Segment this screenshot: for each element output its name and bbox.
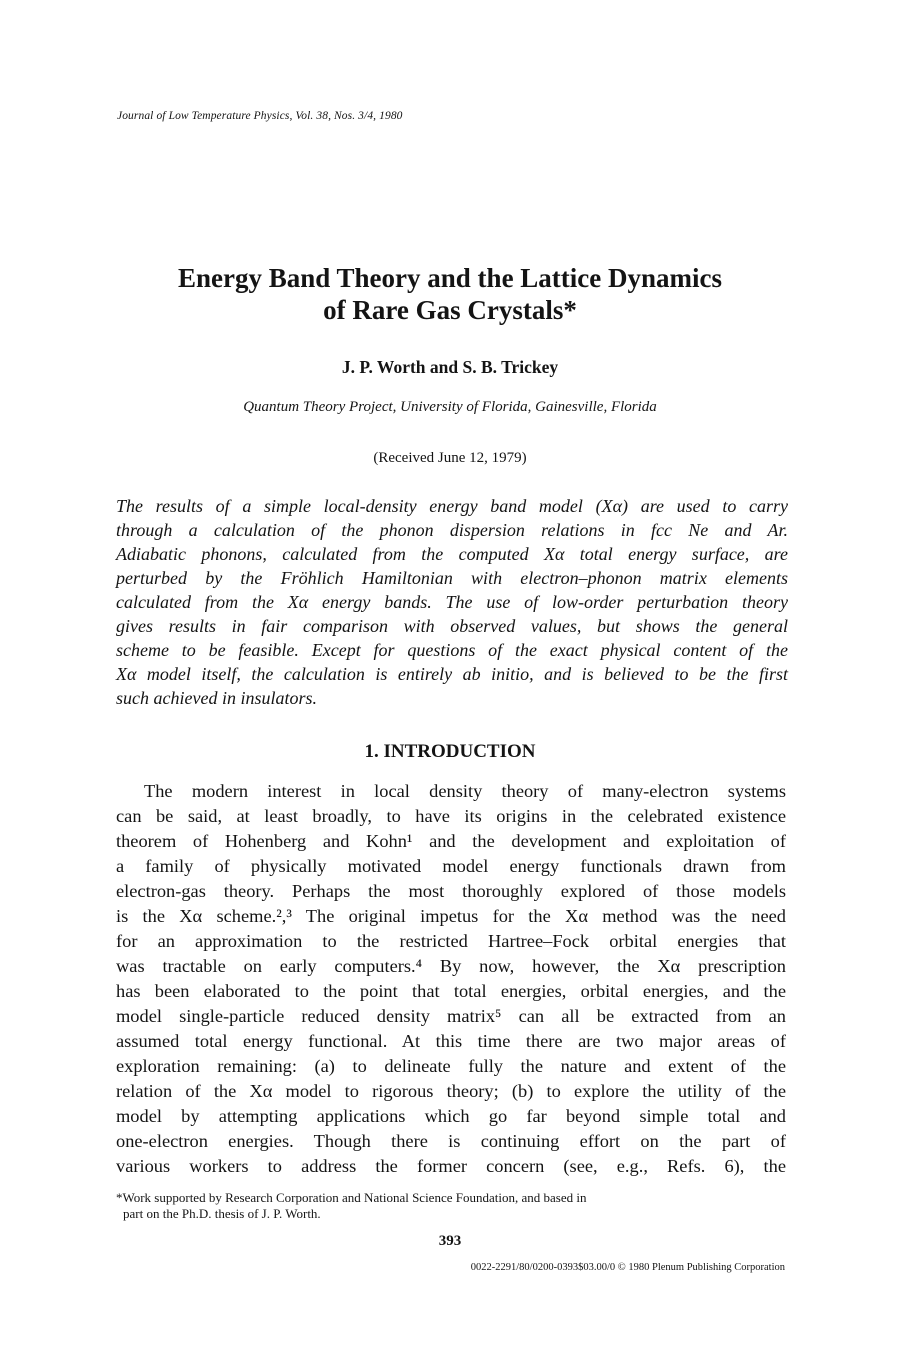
received-date: (Received June 12, 1979) — [373, 450, 527, 466]
article-title-line: of Rare Gas Crystals* — [323, 295, 577, 325]
article-title-line: Energy Band Theory and the Lattice Dynamics — [177, 263, 723, 293]
abstract-line: scheme to be feasible. Except for questions of the exact physical content of the — [116, 640, 788, 660]
body-line: can be said, at least broadly, to have its origins in the celebrated existence — [116, 806, 786, 826]
abstract-line: The results of a simple local-density energy band model (Xα) are used to carry — [116, 496, 788, 516]
body-line: was tractable on early computers.⁴ By now, however, the Xα prescription — [116, 956, 786, 976]
footnote-line: part on the Ph.D. thesis of J. P. Worth. — [123, 1206, 321, 1221]
footnote-line: *Work supported by Research Corporation and National Science Foundation, and based in — [116, 1190, 587, 1205]
journal-header: Journal of Low Temperature Physics, Vol. 38, Nos. 3/4, 1980 — [117, 110, 403, 122]
body-line: electron-gas theory. Perhaps the most thoroughly explored of those models — [116, 881, 786, 901]
introduction-paragraph — [116, 779, 786, 1179]
body-line: model by attempting applications which go far beyond simple total and — [116, 1106, 786, 1126]
section-heading: 1. INTRODUCTION — [364, 741, 536, 762]
body-line: exploration remaining: (a) to delineate fully the nature and extent of the — [116, 1056, 786, 1076]
body-line: various workers to address the former concern (see, e.g., Refs. 6), the — [116, 1156, 786, 1176]
abstract-line: Adiabatic phonons, calculated from the computed Xα total energy surface, are — [116, 544, 788, 564]
page-number: 393 — [438, 1233, 462, 1249]
footnote — [116, 1190, 788, 1222]
body-line: is the Xα scheme.²,³ The original impetus for the Xα method was the need — [116, 906, 786, 926]
abstract-line: calculated from the Xα energy bands. The use of low-order perturbation theory — [116, 592, 788, 612]
author-affiliation: Quantum Theory Project, University of Florida, Gainesville, Florida — [243, 399, 657, 415]
body-line: relation of the Xα model to rigorous theory; (b) to explore the utility of the — [116, 1081, 786, 1101]
abstract-line: through a calculation of the phonon dispersion relations in fcc Ne and Ar. — [116, 520, 788, 540]
body-line: for an approximation to the restricted Hartree–Fock orbital energies that — [116, 931, 786, 951]
body-line: theorem of Hohenberg and Kohn¹ and the development and exploitation of — [116, 831, 786, 851]
article-authors: J. P. Worth and S. B. Trickey — [341, 357, 559, 377]
copyright-line: 0022-2291/80/0200-0393$03.00/0 © 1980 Plenum Publishing Corporation — [470, 1262, 785, 1273]
body-line: one-electron energies. Though there is continuing effort on the part of — [116, 1131, 786, 1151]
abstract — [116, 494, 788, 710]
body-line: assumed total energy functional. At this time there are two major areas of — [116, 1031, 786, 1051]
abstract-line: Xα model itself, the calculation is entirely ab initio, and is believed to be the first — [116, 664, 788, 684]
abstract-line: gives results in fair comparison with observed values, but shows the general — [116, 616, 788, 636]
body-line: The modern interest in local density theory of many-electron systems — [144, 781, 786, 801]
body-line: has been elaborated to the point that total energies, orbital energies, and the — [116, 981, 786, 1001]
abstract-line: such achieved in insulators. — [116, 688, 317, 708]
body-line: a family of physically motivated model energy functionals drawn from — [116, 856, 786, 876]
article-title — [100, 262, 800, 326]
abstract-line: perturbed by the Fröhlich Hamiltonian with electron–phonon matrix elements — [116, 568, 788, 588]
body-line: model single-particle reduced density matrix⁵ can all be extracted from an — [116, 1006, 786, 1026]
